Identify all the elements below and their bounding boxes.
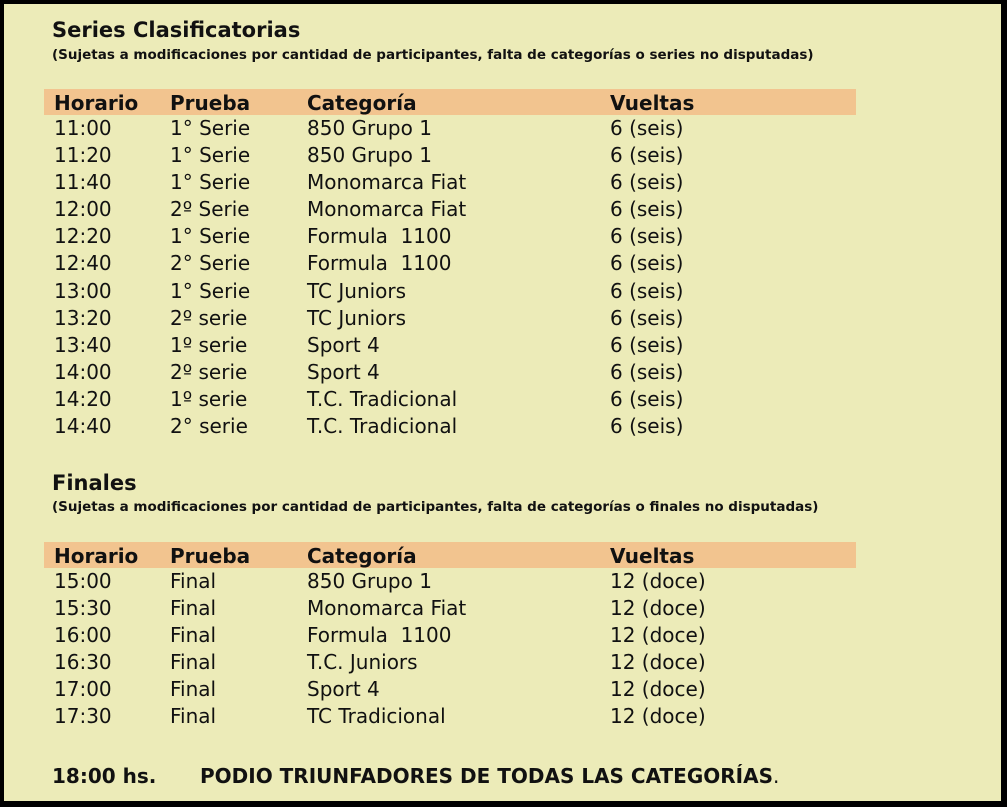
cell-prueba: Final <box>170 677 217 702</box>
cell-vueltas: 6 (seis) <box>610 197 684 222</box>
cell-prueba: 1º serie <box>170 386 248 411</box>
cell-categoria: T.C. Juniors <box>307 650 418 675</box>
podio-end: . <box>772 764 780 788</box>
cell-categoria: Sport 4 <box>307 677 380 702</box>
cell-prueba: Final <box>170 623 217 648</box>
cell-categoria: T.C. Tradicional <box>307 386 458 411</box>
cell-vueltas: 6 (seis) <box>610 386 684 411</box>
header-categoria: Categoría <box>307 544 417 568</box>
cell-horario: 14:00 <box>54 359 112 384</box>
podio-text: PODIO TRIUNFADORES DE TODAS LAS CATEGORÍAS <box>200 764 773 788</box>
cell-horario: 13:40 <box>54 332 112 357</box>
cell-horario: 12:20 <box>54 224 112 249</box>
cell-horario: 12:40 <box>54 251 112 276</box>
cell-horario: 17:00 <box>54 677 112 702</box>
table-row <box>44 115 856 142</box>
cell-categoria: 850 Grupo 1 <box>307 569 432 593</box>
table-row <box>44 223 856 250</box>
cell-horario: 13:00 <box>54 278 112 303</box>
cell-categoria: 850 Grupo 1 <box>307 116 432 140</box>
cell-horario: 14:20 <box>54 386 112 411</box>
cell-prueba: Final <box>170 704 217 729</box>
cell-horario: 11:00 <box>54 116 112 140</box>
cell-prueba: 1º serie <box>170 332 248 357</box>
cell-vueltas: 6 (seis) <box>610 359 684 384</box>
cell-categoria: Monomarca Fiat <box>307 170 467 195</box>
finales-table-body <box>44 568 856 731</box>
cell-categoria: Monomarca Fiat <box>307 197 467 222</box>
finales-table-header <box>44 542 856 568</box>
cell-categoria: Formula 1100 <box>307 251 452 276</box>
table-row <box>44 332 856 359</box>
table-row <box>44 703 856 730</box>
cell-prueba: 1° Serie <box>170 170 251 195</box>
header-prueba: Prueba <box>170 91 251 115</box>
cell-categoria: Formula 1100 <box>307 224 452 249</box>
cell-vueltas: 6 (seis) <box>610 224 684 249</box>
cell-vueltas: 12 (doce) <box>610 623 706 648</box>
podio-time: 18:00 hs. <box>52 764 157 788</box>
cell-horario: 14:40 <box>54 414 112 439</box>
cell-horario: 12:00 <box>54 197 112 222</box>
table-row <box>44 622 856 649</box>
header-prueba: Prueba <box>170 544 251 568</box>
table-row <box>44 649 856 676</box>
cell-horario: 11:40 <box>54 170 112 195</box>
finales-title: Finales <box>52 471 137 495</box>
cell-categoria: TC Tradicional <box>307 704 446 729</box>
table-row <box>44 250 856 277</box>
table-row <box>44 413 856 440</box>
cell-prueba: 1° Serie <box>170 278 251 303</box>
cell-prueba: Final <box>170 569 217 593</box>
cell-prueba: 2° Serie <box>170 251 251 276</box>
header-horario: Horario <box>54 91 139 115</box>
cell-prueba: 2º serie <box>170 359 248 384</box>
cell-prueba: 1° Serie <box>170 143 251 168</box>
header-horario: Horario <box>54 544 139 568</box>
table-row <box>44 386 856 413</box>
finales-note: (Sujetas a modificaciones por cantidad de participantes, falta de categorías o finales no disputadas) <box>52 499 819 515</box>
cell-vueltas: 12 (doce) <box>610 596 706 621</box>
series-table-header <box>44 89 856 115</box>
cell-categoria: Sport 4 <box>307 359 380 384</box>
cell-categoria: Sport 4 <box>307 332 380 357</box>
cell-horario: 15:00 <box>54 569 112 593</box>
cell-vueltas: 6 (seis) <box>610 332 684 357</box>
series-table-body <box>44 115 856 440</box>
cell-categoria: Monomarca Fiat <box>307 596 467 621</box>
cell-categoria: T.C. Tradicional <box>307 414 458 439</box>
cell-prueba: 1° Serie <box>170 116 251 140</box>
table-row <box>44 196 856 223</box>
cell-prueba: 2º serie <box>170 305 248 330</box>
cell-categoria: TC Juniors <box>307 305 407 330</box>
cell-prueba: 2° serie <box>170 414 248 439</box>
cell-horario: 17:30 <box>54 704 112 729</box>
series-note: (Sujetas a modificaciones por cantidad de participantes, falta de categorías o series no disputadas) <box>52 47 814 63</box>
cell-horario: 16:00 <box>54 623 112 648</box>
cell-categoria: Formula 1100 <box>307 623 452 648</box>
finales-table <box>44 542 856 731</box>
cell-horario: 15:30 <box>54 596 112 621</box>
cell-vueltas: 6 (seis) <box>610 116 684 140</box>
cell-vueltas: 12 (doce) <box>610 650 706 675</box>
cell-vueltas: 6 (seis) <box>610 143 684 168</box>
table-row <box>44 359 856 386</box>
series-table <box>44 89 856 440</box>
cell-vueltas: 6 (seis) <box>610 170 684 195</box>
cell-vueltas: 12 (doce) <box>610 569 706 593</box>
cell-vueltas: 12 (doce) <box>610 704 706 729</box>
table-row <box>44 676 856 703</box>
cell-vueltas: 6 (seis) <box>610 278 684 303</box>
cell-vueltas: 12 (doce) <box>610 677 706 702</box>
header-vueltas: Vueltas <box>610 91 695 115</box>
table-row <box>44 169 856 196</box>
cell-prueba: 1° Serie <box>170 224 251 249</box>
cell-horario: 13:20 <box>54 305 112 330</box>
series-title: Series Clasificatorias <box>52 18 301 42</box>
cell-categoria: TC Juniors <box>307 278 407 303</box>
header-categoria: Categoría <box>307 91 417 115</box>
table-row <box>44 305 856 332</box>
cell-horario: 11:20 <box>54 143 112 168</box>
podio-line <box>52 764 779 788</box>
table-row <box>44 278 856 305</box>
table-row <box>44 142 856 169</box>
cell-prueba: Final <box>170 596 217 621</box>
cell-prueba: Final <box>170 650 217 675</box>
cell-categoria: 850 Grupo 1 <box>307 143 432 168</box>
table-row <box>44 595 856 622</box>
cell-prueba: 2º Serie <box>170 197 250 222</box>
cell-vueltas: 6 (seis) <box>610 305 684 330</box>
cell-vueltas: 6 (seis) <box>610 414 684 439</box>
cell-vueltas: 6 (seis) <box>610 251 684 276</box>
header-vueltas: Vueltas <box>610 544 695 568</box>
cell-horario: 16:30 <box>54 650 112 675</box>
table-row <box>44 568 856 595</box>
